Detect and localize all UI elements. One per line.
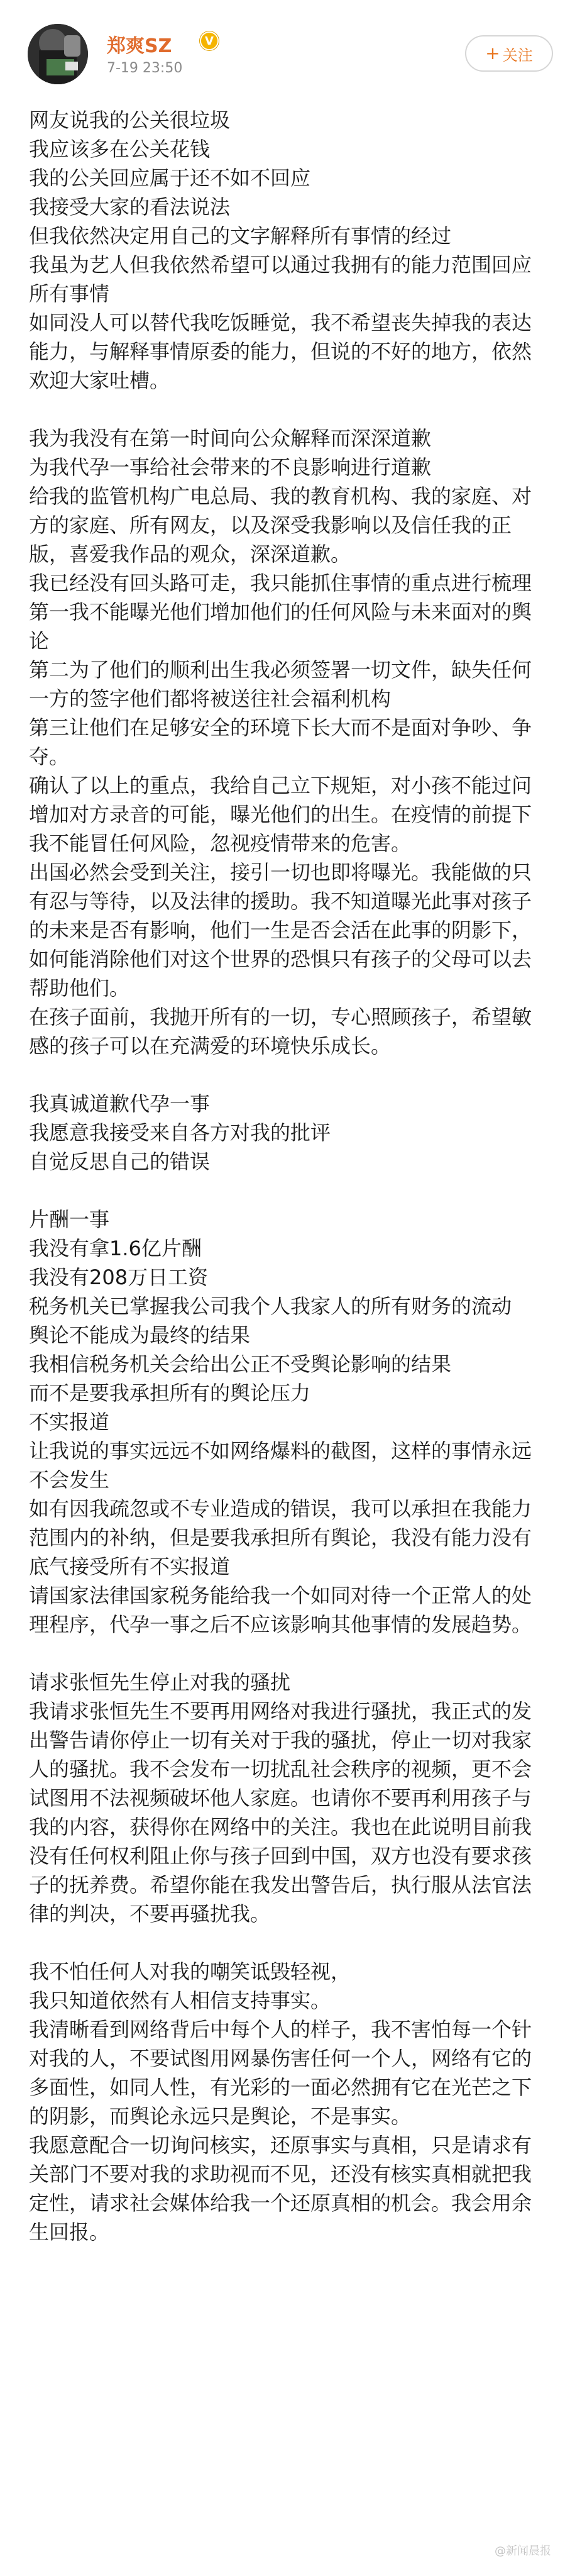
avatar[interactable]: [28, 24, 88, 84]
post-paragraph: 片酬一事: [29, 1208, 110, 1231]
post-paragraph: 我没有208万日工资: [29, 1265, 209, 1289]
follow-button-label: 关注: [502, 46, 533, 64]
paragraph-gap: [29, 1639, 544, 1668]
post-paragraph: 我真诚道歉代孕一事: [29, 1092, 211, 1116]
post-paragraph: 第一我不能曝光他们增加他们的任何风险与未来面对的舆论: [29, 600, 532, 653]
post-paragraph: 请国家法律国家税务能给我一个如同对待一个正常人的处理程序，代孕一事之后不应该影响其他事情的发展趋势。: [29, 1584, 532, 1636]
post-paragraph: 我虽为艺人但我依然希望可以通过我拥有的能力范围回应所有事情: [29, 253, 532, 306]
plus-icon: +: [485, 43, 500, 64]
paragraph-gap: [29, 1176, 544, 1205]
post-paragraph: 第三让他们在足够安全的环境下长大而不是面对争吵、争夺。: [29, 716, 532, 769]
post-paragraph: 舆论不能成为最终的结果: [29, 1323, 251, 1347]
post-paragraph: 我清晰看到网络背后中每个人的样子，我不害怕每一个针对我的人，不要试图用网暴伤害任何一个人，网络有它的多面性，如同人性，有光彩的一面必然拥有它在光芒之下的阴影，而舆论永远只是舆论，不是事实。: [29, 2018, 532, 2128]
post-time: 7-19 23:50: [107, 60, 183, 76]
post-paragraph: 确认了以上的重点，我给自己立下规矩，对小孩不能过问增加对方录音的可能，曝光他们的出生。在疫情的前提下我不能冒任何风险，忽视疫情带来的危害。: [29, 774, 532, 855]
post-paragraph: 让我说的事实远远不如网络爆料的截图，这样的事情永远不会发生: [29, 1439, 532, 1492]
post-paragraph: 第二为了他们的顺利出生我必须签署一切文件，缺失任何一方的签字他们都将被送往社会福利机构: [29, 658, 532, 711]
paragraph-gap: [29, 395, 544, 424]
author-name[interactable]: 郑爽SZ: [107, 35, 172, 57]
post-paragraph: 我请求张恒先生不要再用网络对我进行骚扰，我正式的发出警告请你停止一切有关对于我的骚扰，停止一切对我家人的骚扰。我不会发布一切扰乱社会秩序的视频，更不会试图用不法视频破坏他人家庭。也请你不要再利用孩子与我的内容，获得你在网络中的关注。我也在此说明目前我没有任何权利阻止你与孩子回到中国，双方也没有要求孩子的抚养费。希望你能在我发出警告后，执行服从法官法律的判决，不要再骚扰我。: [29, 1699, 532, 1926]
post-paragraph: 给我的监管机构广电总局、我的教育机构、我的家庭、对方的家庭、所有网友，以及深受我影响以及信任我的正版，喜爱我作品的观众，深深道歉。: [29, 484, 532, 566]
post-paragraph: 如同没人可以替代我吃饭睡觉，我不希望丧失掉我的表达能力，与解释事情原委的能力，但说的不好的地方，依然欢迎大家吐槽。: [29, 311, 532, 392]
verified-badge-icon: V: [200, 31, 219, 50]
post-paragraph: 请求张恒先生停止对我的骚扰: [29, 1670, 291, 1694]
avatar-image: [28, 24, 88, 84]
post-paragraph: 我接受大家的看法说法: [29, 195, 231, 219]
post-paragraph: 我相信税务机关会给出公正不受舆论影响的结果: [29, 1352, 452, 1376]
post-paragraph: 我只知道依然有人相信支持事实。: [29, 1989, 331, 2012]
post-paragraph: 在孩子面前，我抛开所有的一切，专心照顾孩子，希望敏感的孩子可以在充满爱的环境快乐成长。: [29, 1005, 532, 1058]
post-paragraph: 而不是要我承担所有的舆论压力: [29, 1381, 311, 1405]
post-paragraph: 我为我没有在第一时间向公众解释而深深道歉: [29, 426, 432, 450]
paragraph-gap: [29, 1928, 544, 1957]
post-paragraph: 我应该多在公关花钱: [29, 137, 211, 161]
follow-button[interactable]: [465, 35, 553, 72]
post-paragraph: 不实报道: [29, 1410, 110, 1434]
post-paragraph: 我愿意配合一切询问核实，还原事实与真相，只是请求有关部门不要对我的求助视而不见，还没有核实真相就把我定性，请求社会媒体给我一个还原真相的机会。我会用余生回报。: [29, 2133, 532, 2244]
post-paragraph: 我不怕任何人对我的嘲笑诋毁轻视，: [29, 1960, 351, 1984]
post-paragraph: 税务机关已掌握我公司我个人我家人的所有财务的流动: [29, 1294, 512, 1318]
post-paragraph: 为我代孕一事给社会带来的不良影响进行道歉: [29, 455, 432, 479]
post-paragraph: 我已经没有回头路可走，我只能抓住事情的重点进行梳理: [29, 571, 532, 595]
post-paragraph: 如有因我疏忽或不专业造成的错误，我可以承担在我能力范围内的补纳，但是要我承担所有舆论，我没有能力没有底气接受所有不实报道: [29, 1497, 532, 1579]
post-paragraph: 我没有拿1.6亿片酬: [29, 1236, 202, 1260]
post-paragraph: 但我依然决定用自己的文字解释所有事情的经过: [29, 224, 452, 248]
post-paragraph: 我的公关回应属于还不如不回应: [29, 166, 311, 190]
watermark: @新闻晨报: [495, 2545, 551, 2558]
post-paragraph: 出国必然会受到关注，接引一切也即将曝光。我能做的只有忍与等待，以及法律的援助。我不知道曝光此事对孩子的未来是否有影响，他们一生是否会活在此事的阴影下，如何能消除他们对这个世界的恐惧只有孩子的父母可以去帮助他们。: [29, 860, 532, 1000]
post-paragraph: 网友说我的公关很垃圾: [29, 108, 231, 132]
post-paragraph: 自觉反思自己的错误: [29, 1150, 211, 1174]
post-content: [29, 106, 544, 2246]
paragraph-gap: [29, 1060, 544, 1089]
post-header: [0, 0, 570, 82]
post-paragraph: 我愿意我接受来自各方对我的批评: [29, 1121, 331, 1145]
